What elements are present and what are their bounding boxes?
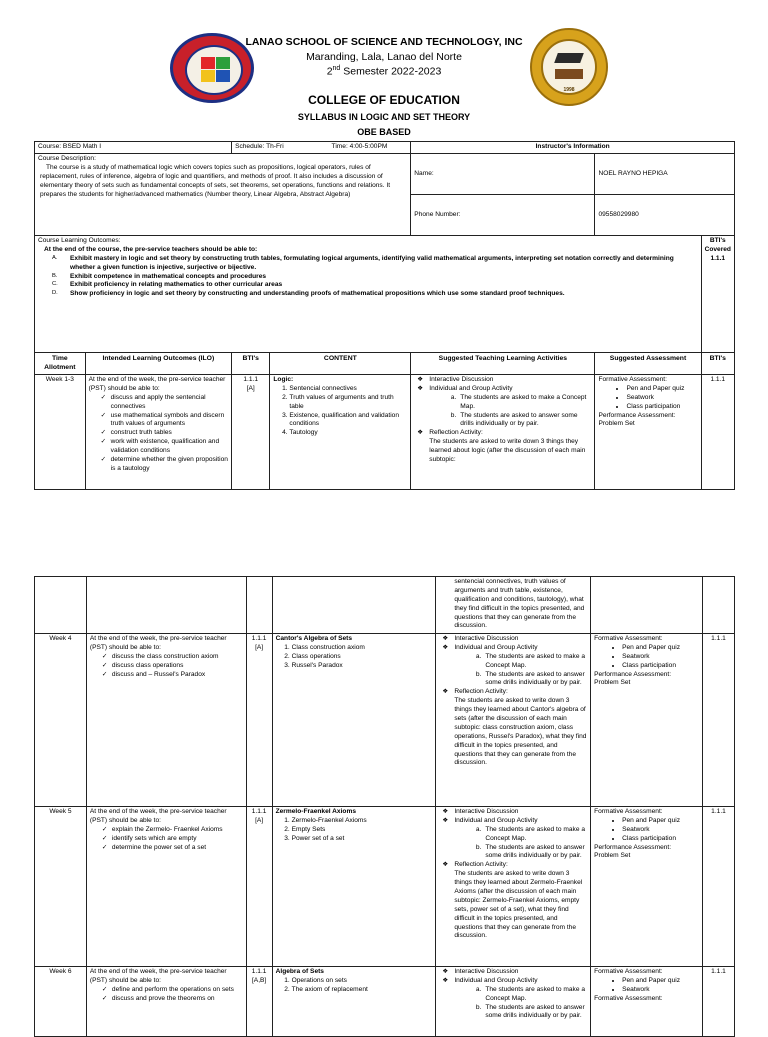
ilo-item: ✓ use mathematical symbols and discern truth values of arguments xyxy=(101,412,228,430)
col-assessment: Suggested Assessment xyxy=(595,353,701,375)
col-ilo: Intended Learning Outcomes (ILO) xyxy=(85,353,231,375)
ilo-item: ✓ discuss and apply the sentencial connectives xyxy=(101,394,228,412)
tla-cell: ❖ Interactive Discussion ❖ Individual and Group Activity a. The students are asked to make a Concept Map. b. The students are asked to answer some drills individually or by pair. ❖ Reflection Activity: The students are asked to write down 3 things they learned about Cantor's algebra of sets (after the discussion of each main subtopic: class construction axiom, class operations, Russel's Paradox), what they find difficult in the topics presented, and questions that they can generate from the discussion. xyxy=(436,634,591,807)
col-time-allotment: Time Allotment xyxy=(35,353,86,375)
syllabus-table-page-2 xyxy=(34,576,735,1037)
ilo-item: ✓ construct truth tables xyxy=(101,429,228,438)
col-btis: BTI's xyxy=(232,353,270,375)
content-title: Logic: xyxy=(273,376,294,383)
assessment-cell: Formative Assessment: • Pen and Paper quiz • Seatwork • Class participation Performance Assessment: Problem Set xyxy=(591,807,703,967)
ilo-intro: At the end of the week, the pre-service teacher (PST) should be able to: xyxy=(88,376,226,392)
tla-cell: ❖ Interactive Discussion ❖ Individual and Group Activity a. The students are asked to make a Concept Map. b. The students are asked to answer some drills individually or by pair. xyxy=(436,967,591,1037)
assessment-cell: Formative Assessment: • Pen and Paper quiz • Seatwork • Class participation Performance Assessment: Problem Set xyxy=(595,375,701,490)
col-btis-2: BTI's xyxy=(701,353,734,375)
week-time: Week 5 xyxy=(35,807,87,967)
syllabus-table-page-1 xyxy=(34,141,735,490)
bti-cell: 1.1.1 [A] xyxy=(246,807,272,967)
obe-label: OBE BASED xyxy=(357,127,411,137)
content-cell: Cantor's Algebra of Sets 1. Class construction axiom 2. Class operations 3. Russel's Paradox xyxy=(272,634,436,807)
bti-covered-cell xyxy=(701,236,734,353)
course-description-text: The course is a study of mathematical logic which covers topics such as propositions, logical operators, rules of replacement, rules of inference, algebra of logic and quantifiers, and methods of proof. It also includes a discussion of elementary theory of sets such as fundamental concepts of sets, set theorems, set operations, functions and relations. It prepares the students for higher/advanced mathematics (Number theory, Linear Algebra, Abstract Algebra) xyxy=(40,163,391,198)
table-row xyxy=(35,807,735,967)
syllabus-title: SYLLABUS IN LOGIC AND SET THEORY xyxy=(297,112,471,122)
table-row xyxy=(35,375,735,490)
name-label-cell xyxy=(411,154,595,195)
clo-item: B. Exhibit competence in mathematical concepts and procedures xyxy=(52,272,267,280)
content-list: 1. Sentencial connectives 2. Truth values of arguments and truth table 3. Existence, qualification and validation conditions 4. Tautology xyxy=(273,385,407,438)
col-tla: Suggested Teaching Learning Activities xyxy=(411,353,595,375)
phone-label: Phone Number: xyxy=(414,210,461,218)
table-row xyxy=(35,634,735,807)
bti-covered-value: 1.1.1 xyxy=(710,254,726,262)
instructor-info-heading: Instructor's Information xyxy=(411,142,735,154)
semester-suffix: nd xyxy=(332,65,341,72)
phone-label-cell xyxy=(411,195,595,236)
bti-cell: 1.1.1 [A] xyxy=(246,634,272,807)
ilo-cell: At the end of the week, the pre-service teacher (PST) should be able to: ✓ define and perform the operations on sets ✓ discuss and prove the theorems on xyxy=(86,967,246,1037)
course-label: Course: BSED Math I xyxy=(38,143,102,150)
bti-cell: 1.1.1 [A,B] xyxy=(246,967,272,1037)
week-time: Week 1-3 xyxy=(35,375,86,490)
table-row xyxy=(35,577,735,634)
assessment-cell: Formative Assessment: • Pen and Paper quiz • Seatwork • Class participation Performance Assessment: Problem Set xyxy=(591,634,703,807)
clo-label: Course Learning Outcomes: xyxy=(38,237,121,244)
school-address: Maranding, Lala, Lanao del Norte xyxy=(306,51,462,63)
ilo-cell xyxy=(85,375,231,490)
time-label: Time: 4:00-5:00PM xyxy=(331,143,388,150)
clo-intro: At the end of the course, the pre-service teachers should be able to: xyxy=(44,245,258,253)
semester-number: 2 xyxy=(326,65,333,78)
content-cell: Algebra of Sets 1. Operations on sets 2. The axiom of replacement xyxy=(272,967,436,1037)
clo-item: C. Exhibit proficiency in relating mathematics to other curricular areas xyxy=(52,281,283,289)
course-cell xyxy=(35,142,232,154)
table-row xyxy=(35,967,735,1037)
college-title: COLLEGE OF EDUCATION xyxy=(308,93,460,107)
assessment-cell: Formative Assessment: • Pen and Paper quiz • Seatwork Formative Assessment: xyxy=(591,967,703,1037)
course-description-cell xyxy=(35,154,411,236)
tla-continued: sentencial connectives, truth values of arguments and truth table, existence, qualification and conditions, tautology), what they find difficult in the topics presented, and questions that they can generate from the discussion. xyxy=(436,577,591,634)
seal-year: 1998 xyxy=(563,87,575,93)
ilo-list xyxy=(89,394,228,474)
ilo-item: ✓ determine whether the given proposition is a tautology xyxy=(101,456,228,474)
name-value: NOEL RAYNO HEPIGA xyxy=(595,154,735,195)
school-name: LANAO SCHOOL OF SCIENCE AND TECHNOLOGY, INC xyxy=(245,36,523,48)
course-learning-outcomes-cell xyxy=(35,236,702,353)
ilo-cell: At the end of the week, the pre-service teacher (PST) should be able to: ✓ discuss the class construction axiom ✓ discuss class operations ✓ discuss and – Russel's Paradox xyxy=(86,634,246,807)
col-content: CONTENT xyxy=(270,353,411,375)
bti-cell-2: 1.1.1 xyxy=(702,634,734,807)
week-time: Week 6 xyxy=(35,967,87,1037)
content-cell: Zermelo-Fraenkel Axioms 1. Zermelo-Fraenkel Axioms 2. Empty Sets 3. Power set of a set xyxy=(272,807,436,967)
bti-cell-2: 1.1.1 xyxy=(701,375,734,490)
tla-cell: ❖ Interactive Discussion ❖ Individual and Group Activity a. The students are asked to make a Concept Map. b. The students are asked to answer some drills individually or by pair. ❖ Reflection Activity: The students are asked to write down 3 things they learned about Zermelo-Fraenkel Axioms (after the discussion of each main subtopic: Zermelo-Fraenkel Axioms, empty sets, power set of a set), what they find difficult in the topics presented, and questions that they can generate from the discussion. xyxy=(436,807,591,967)
semester xyxy=(0,65,768,78)
name-label: Name: xyxy=(414,169,434,177)
clo-list xyxy=(38,255,698,299)
week-time: Week 4 xyxy=(35,634,87,807)
content-cell xyxy=(270,375,411,490)
bti-cell-2: 1.1.1 xyxy=(702,807,734,967)
ilo-cell: At the end of the week, the pre-service teacher (PST) should be able to: ✓ explain the Zermelo- Fraenkel Axioms ✓ identify sets which are empty ✓ determine the power set of a set xyxy=(86,807,246,967)
tla-cell: ❖ Interactive Discussion ❖ Individual and Group Activity a. The students are asked to make a Concept Map. b. The students are asked to answer some drills individually or by pair. ❖ Reflection Activity: The students are asked to write down 3 things they learned about logic (after the discussion of each main subtopic: xyxy=(411,375,595,490)
schedule-label: Schedule: Th-Fri xyxy=(235,143,284,150)
phone-value: 09558029980 xyxy=(595,195,735,236)
clo-item: A. Exhibit mastery in logic and set theory by constructing truth tables, formulating logical arguments, identifying valid mathematical arguments, interpreting set notation correctly and determining whether a given function is injective, surjective or bijective. xyxy=(52,254,674,271)
course-description-label: Course Description: xyxy=(38,155,96,162)
ilo-item: ✓ work with existence, qualification and validation conditions xyxy=(101,438,228,456)
bti-cell-2: 1.1.1 xyxy=(702,967,734,1037)
semester-text: Semester 2022-2023 xyxy=(340,65,442,78)
schedule-time-cell xyxy=(232,142,411,154)
bti-covered-label: BTI's Covered xyxy=(704,237,731,253)
bti-cell: 1.1.1 [A] xyxy=(232,375,270,490)
document-header xyxy=(0,0,768,140)
clo-item: D. Show proficiency in logic and set theory by constructing and understanding proofs of mathematical propositions which use some standard proof techniques. xyxy=(52,290,565,298)
